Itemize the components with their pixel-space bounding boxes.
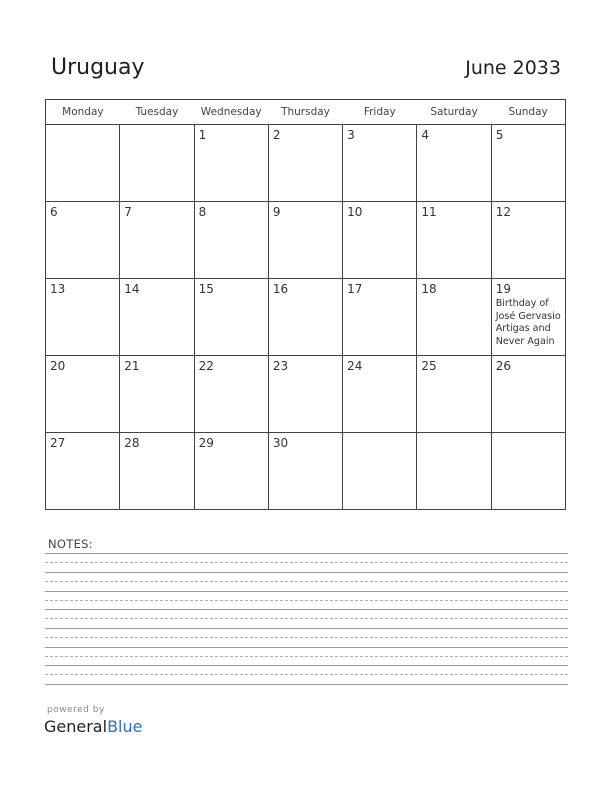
day-cell — [268, 433, 342, 510]
calendar-grid — [45, 99, 566, 510]
day-cell — [343, 433, 417, 510]
day-number: 24 — [347, 359, 363, 373]
weekday-header: Tuesday — [120, 100, 194, 125]
day-number: 3 — [347, 128, 355, 142]
day-number: 22 — [198, 359, 214, 373]
day-cell — [194, 356, 268, 433]
brand-logo — [44, 717, 142, 736]
day-cell — [417, 433, 491, 510]
weekday-header: Wednesday — [194, 100, 268, 125]
day-cell — [417, 125, 491, 202]
day-cell — [417, 202, 491, 279]
day-number: 6 — [50, 205, 58, 219]
day-number: 28 — [124, 436, 140, 450]
day-cell — [417, 356, 491, 433]
notes-line-dashed — [45, 674, 568, 675]
week-row — [46, 356, 566, 433]
day-number: 4 — [421, 128, 430, 142]
day-cell — [194, 202, 268, 279]
day-cell — [194, 433, 268, 510]
weekday-header: Sunday — [491, 100, 565, 125]
day-number: 1 — [198, 128, 207, 142]
weekday-header: Thursday — [268, 100, 342, 125]
powered-by-text: powered by — [47, 705, 105, 715]
day-cell — [46, 433, 120, 510]
day-cell — [417, 279, 491, 356]
notes-line — [45, 591, 568, 592]
day-number: 21 — [124, 359, 140, 373]
notes-line-dashed — [45, 562, 568, 563]
day-number: 19 — [495, 282, 511, 296]
weekday-header-row — [46, 100, 566, 125]
day-cell — [120, 433, 194, 510]
week-row — [46, 202, 566, 279]
notes-line — [45, 665, 568, 666]
day-cell — [120, 279, 194, 356]
day-number: 2 — [272, 128, 281, 142]
day-cell — [491, 202, 565, 279]
notes-line-dashed — [45, 656, 568, 657]
day-cell — [491, 125, 565, 202]
country-title: Uruguay — [51, 55, 145, 80]
day-number: 26 — [495, 359, 511, 373]
brand-blue: Blue — [107, 717, 143, 736]
day-cell — [268, 125, 342, 202]
day-cell — [491, 433, 565, 510]
week-row — [46, 433, 566, 510]
day-cell — [46, 202, 120, 279]
brand-general: General — [44, 717, 108, 736]
day-number: 15 — [198, 282, 214, 296]
week-row — [46, 125, 566, 202]
notes-line — [45, 553, 568, 554]
holiday-label: Birthday of José Gervasio Artigas and Never Again — [495, 298, 561, 347]
day-cell — [343, 202, 417, 279]
weekday-header: Saturday — [417, 100, 491, 125]
day-cell — [46, 279, 120, 356]
notes-line — [45, 684, 568, 685]
day-number: 25 — [421, 359, 437, 373]
weekday-header: Monday — [46, 100, 120, 125]
notes-line — [45, 572, 568, 573]
day-number: 12 — [495, 205, 511, 219]
day-number: 13 — [50, 282, 66, 296]
notes-line-dashed — [45, 581, 568, 582]
day-cell — [343, 279, 417, 356]
day-number: 29 — [198, 436, 214, 450]
month-title: June 2033 — [465, 57, 561, 79]
notes-line-dashed — [45, 600, 568, 601]
notes-line-dashed — [45, 618, 568, 619]
day-number: 27 — [50, 436, 66, 450]
day-cell — [343, 356, 417, 433]
day-number: 20 — [50, 359, 66, 373]
day-cell — [343, 125, 417, 202]
day-number: 9 — [272, 205, 281, 219]
day-cell — [120, 202, 194, 279]
day-cell — [194, 279, 268, 356]
day-number: 14 — [124, 282, 140, 296]
day-number: 16 — [272, 282, 289, 296]
day-cell — [268, 356, 342, 433]
weekday-header: Friday — [343, 100, 417, 125]
week-row — [46, 279, 566, 356]
notes-line — [45, 628, 568, 629]
day-cell — [46, 356, 120, 433]
day-number: 17 — [347, 282, 363, 296]
notes-label: NOTES: — [48, 537, 93, 551]
notes-line-dashed — [45, 637, 568, 638]
day-cell — [120, 125, 194, 202]
day-cell — [268, 279, 342, 356]
day-cell — [491, 279, 565, 356]
day-number: 8 — [198, 205, 207, 219]
day-cell — [491, 356, 565, 433]
notes-line — [45, 609, 568, 610]
notes-line — [45, 647, 568, 648]
day-number: 30 — [272, 436, 289, 450]
day-cell — [268, 202, 342, 279]
day-number: 5 — [495, 128, 504, 142]
day-number: 7 — [124, 205, 132, 219]
day-number: 18 — [421, 282, 437, 296]
day-number: 11 — [421, 205, 437, 219]
day-cell — [120, 356, 194, 433]
day-number: 23 — [272, 359, 289, 373]
day-cell — [194, 125, 268, 202]
day-cell — [46, 125, 120, 202]
day-number: 10 — [347, 205, 363, 219]
